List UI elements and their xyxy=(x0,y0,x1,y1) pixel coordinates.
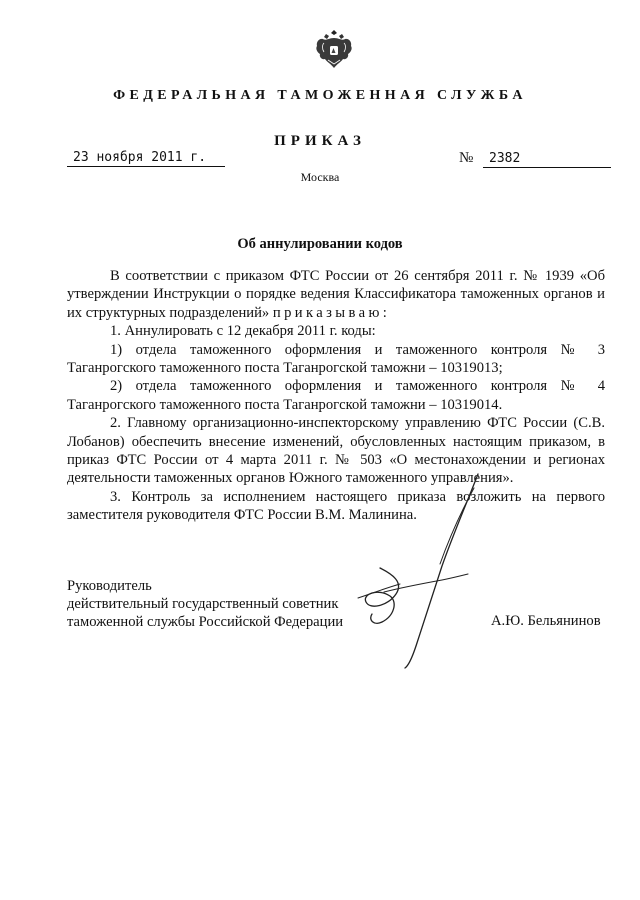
organization-name: ФЕДЕРАЛЬНАЯ ТАМОЖЕННАЯ СЛУЖБА xyxy=(113,88,527,103)
paragraph-item-3: 3. Контроль за исполнением настоящего приказа возложить на первого заместителя руководителя ФТС России В.М. Малинина. xyxy=(67,488,605,524)
signatory-title xyxy=(67,577,343,631)
signatory-line-1: Руководитель xyxy=(67,578,152,594)
document-title: Об аннулировании кодов xyxy=(237,236,403,252)
document-type: ПРИКАЗ xyxy=(274,133,366,149)
document-city: Москва xyxy=(300,170,340,184)
order-word: приказываю: xyxy=(272,304,391,321)
russian-coat-of-arms-icon xyxy=(311,26,357,72)
signatory-line-2: действительный государственный советник xyxy=(67,596,339,612)
preamble-text: В соответствии с приказом ФТС России от 26 сентября 2011 г. № 1939 «Об утверждении Инструкции о порядке ведения Классификатора таможенных органов и их структурных подразделений» xyxy=(67,268,605,321)
signatory-name: А.Ю. Бельянинов xyxy=(491,613,601,629)
paragraph-subitem-2: 2) отдела таможенного оформления и таможенного контроля № 4 Таганрогского таможенного поста Таганрогской таможни – 10319014. xyxy=(67,378,605,413)
paragraph-item-2: 2. Главному организационно-инспекторскому управлению ФТС России (С.В. Лобанов) обеспечить внесение изменений, обусловленных настоящим приказом, в приказ ФТС России от 4 марта 2011 г. № 503 «О местонахождении и регионах деятельности таможенных органов Южного таможенного управления». xyxy=(67,415,605,487)
document-date: 23 ноября 2011 г. xyxy=(67,150,225,167)
number-sign: № xyxy=(459,150,474,166)
paragraph-subitem-1: 1) отдела таможенного оформления и таможенного контроля № 3 Таганрогского таможенного поста Таганрогской таможни – 10319013; xyxy=(67,341,605,377)
paragraph-item-1: 1. Аннулировать с 12 декабря 2011 г. коды: xyxy=(110,323,376,340)
handwritten-signature-icon xyxy=(350,470,490,670)
signatory-line-3: таможенной службы Российской Федерации xyxy=(67,614,344,630)
document-body xyxy=(67,267,605,525)
document-number: 2382 xyxy=(483,151,611,168)
paragraph-preamble xyxy=(67,267,605,322)
